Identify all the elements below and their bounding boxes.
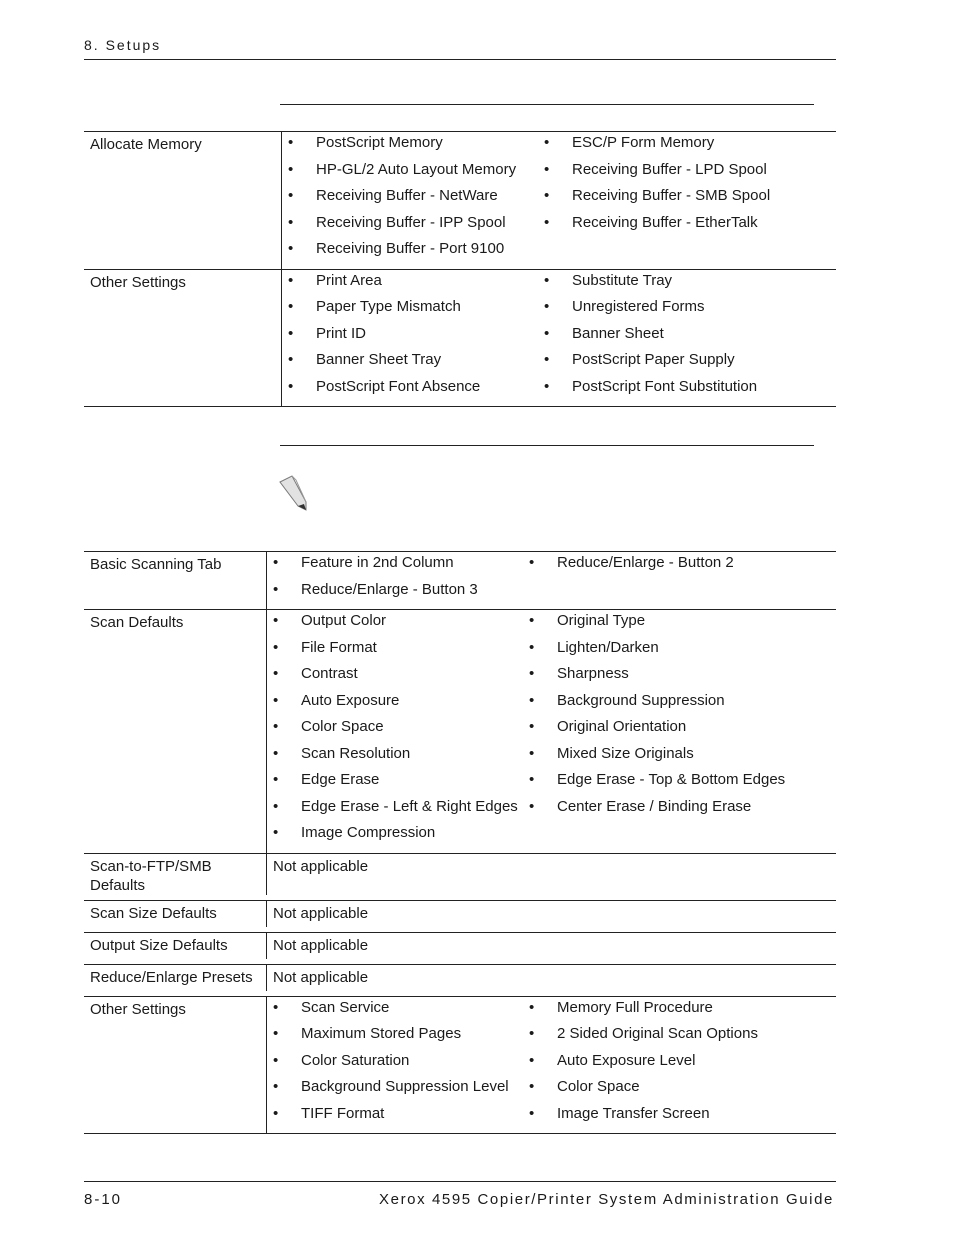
bullet-icon: •	[273, 797, 279, 815]
list-item-label: Color Saturation	[301, 1051, 410, 1069]
bullet-icon: •	[529, 744, 535, 762]
list-item-label: Receiving Buffer - LPD Spool	[572, 160, 767, 178]
bullet-icon: •	[273, 1104, 279, 1122]
list-item	[267, 663, 523, 690]
list-item-label: PostScript Paper Supply	[572, 351, 735, 368]
row-items	[266, 997, 836, 1134]
pencil-note-icon	[276, 474, 310, 514]
list-item	[523, 1076, 803, 1103]
list-item	[282, 132, 538, 159]
list-item-label: Maximum Stored Pages	[301, 1025, 462, 1042]
list-item	[267, 579, 523, 606]
bullet-list	[282, 270, 538, 403]
list-item	[538, 212, 818, 239]
row-label: Output Size Defaults	[90, 936, 228, 954]
row-label: Basic Scanning Tab	[90, 556, 222, 573]
list-item	[267, 716, 523, 743]
bullet-icon: •	[529, 612, 535, 629]
list-item	[267, 769, 523, 796]
list-item-label: Banner Sheet	[572, 324, 664, 342]
header-rule	[84, 59, 836, 60]
table-row	[84, 996, 836, 1134]
footer-rule	[84, 1181, 836, 1182]
bullet-icon: •	[273, 744, 279, 762]
row-label: Reduce/Enlarge Presets	[90, 968, 253, 986]
bullet-icon: •	[288, 134, 294, 151]
list-item-label: Background Suppression Level	[301, 1078, 509, 1095]
bullet-icon: •	[288, 160, 294, 178]
list-item	[267, 637, 523, 664]
list-item	[267, 1076, 523, 1103]
bullet-icon: •	[529, 1104, 535, 1122]
list-item-label: Contrast	[301, 665, 358, 682]
bullet-list	[267, 997, 523, 1130]
list-item-label: PostScript Font Substitution	[572, 377, 758, 395]
bullet-icon: •	[529, 638, 535, 656]
list-item-label: Reduce/Enlarge - Button 3	[301, 580, 478, 598]
list-item	[523, 716, 803, 743]
list-item	[282, 159, 538, 186]
row-label: Scan Size Defaults	[90, 904, 217, 922]
list-item	[282, 270, 538, 297]
page-number: 8-10	[84, 1191, 123, 1208]
list-item-label: Scan Resolution	[301, 744, 411, 762]
table-row	[84, 964, 836, 996]
list-item	[523, 743, 803, 770]
section-rule	[280, 445, 814, 446]
row-value: Not applicable	[273, 968, 369, 986]
list-item	[267, 1050, 523, 1077]
list-item	[538, 185, 818, 212]
bullet-list	[538, 270, 818, 403]
list-item	[282, 323, 538, 350]
list-item-label: Reduce/Enlarge - Button 2	[557, 554, 734, 571]
list-item-label: Receiving Buffer - EtherTalk	[572, 213, 758, 231]
list-item	[282, 376, 538, 403]
list-item	[267, 610, 523, 637]
bullet-icon: •	[529, 554, 535, 571]
bullet-icon: •	[544, 213, 550, 231]
list-item	[282, 212, 538, 239]
list-item-label: Color Space	[557, 1078, 640, 1095]
list-item-label: Auto Exposure Level	[557, 1051, 696, 1069]
list-item-label: Auto Exposure	[301, 691, 400, 709]
bullet-icon: •	[544, 271, 550, 289]
list-item-label: Background Suppression	[557, 691, 725, 709]
list-item-label: Center Erase / Binding Erase	[557, 797, 752, 815]
list-item	[523, 1050, 803, 1077]
list-item	[267, 822, 523, 849]
bullet-list	[267, 610, 523, 849]
list-item	[267, 1103, 523, 1130]
bullet-icon: •	[273, 691, 279, 709]
table-row	[84, 609, 836, 853]
bullet-icon: •	[529, 665, 535, 682]
list-item	[267, 796, 523, 823]
row-label: Scan-to-FTP/SMB Defaults	[90, 857, 212, 894]
list-item	[282, 296, 538, 323]
bullet-icon: •	[273, 580, 279, 598]
list-item-label: Receiving Buffer - SMB Spool	[572, 187, 771, 204]
bullet-icon: •	[544, 351, 550, 368]
list-item	[538, 159, 818, 186]
row-items	[266, 552, 836, 609]
bullet-list	[523, 610, 803, 849]
list-item	[267, 743, 523, 770]
table-row	[84, 551, 836, 609]
guide-title: Xerox 4595 Copier/Printer System Administration Guide	[379, 1191, 834, 1208]
row-label: Allocate Memory	[90, 136, 202, 153]
list-item-label: Original Type	[557, 612, 646, 629]
list-item-label: Feature in 2nd Column	[301, 554, 454, 571]
bullet-list	[523, 997, 803, 1130]
list-item-label: PostScript Font Absence	[316, 377, 481, 395]
list-item-label: Image Compression	[301, 824, 436, 841]
list-item-label: Substitute Tray	[572, 271, 673, 289]
list-item-label: Paper Type Mismatch	[316, 298, 461, 315]
bullet-icon: •	[288, 324, 294, 342]
bullet-icon: •	[529, 1051, 535, 1069]
list-item-label: Mixed Size Originals	[557, 744, 694, 762]
list-item-label: Print Area	[316, 271, 382, 289]
bullet-icon: •	[544, 134, 550, 151]
list-item	[538, 376, 818, 403]
list-item	[282, 349, 538, 376]
row-label: Other Settings	[90, 273, 186, 291]
bullet-list	[267, 552, 523, 605]
list-item-label: Receiving Buffer - Port 9100	[316, 240, 505, 257]
list-item-label: Receiving Buffer - IPP Spool	[316, 213, 506, 231]
list-item-label: Scan Service	[301, 998, 390, 1016]
list-item	[523, 769, 803, 796]
list-item-label: Receiving Buffer - NetWare	[316, 187, 498, 204]
bullet-icon: •	[544, 324, 550, 342]
bullet-icon: •	[273, 1051, 279, 1069]
table-row	[84, 131, 836, 269]
table-row	[84, 269, 836, 407]
list-item	[523, 1023, 803, 1050]
bullet-icon: •	[273, 998, 279, 1016]
list-item	[523, 997, 803, 1024]
bullet-icon: •	[288, 187, 294, 204]
bullet-icon: •	[529, 718, 535, 735]
row-value: Not applicable	[273, 857, 369, 875]
list-item-label: Memory Full Procedure	[557, 998, 713, 1016]
list-item	[282, 238, 538, 265]
table-row	[84, 853, 836, 900]
print-settings-table	[84, 131, 836, 407]
list-item	[523, 637, 803, 664]
list-item-label: ESC/P Form Memory	[572, 134, 715, 151]
list-item	[523, 690, 803, 717]
list-item	[267, 690, 523, 717]
bullet-icon: •	[544, 187, 550, 204]
list-item-label: Image Transfer Screen	[557, 1104, 710, 1122]
list-item-label: 2 Sided Original Scan Options	[557, 1025, 758, 1042]
bullet-icon: •	[288, 213, 294, 231]
row-items	[266, 965, 836, 991]
list-item-label: File Format	[301, 638, 377, 656]
list-item	[523, 1103, 803, 1130]
table-row	[84, 932, 836, 964]
list-item-label: Original Orientation	[557, 718, 687, 735]
list-item-label: Sharpness	[557, 665, 629, 682]
list-item-label: Color Space	[301, 718, 384, 735]
list-item	[267, 552, 523, 579]
row-label: Scan Defaults	[90, 614, 184, 631]
list-item-label: PostScript Memory	[316, 134, 443, 151]
bullet-icon: •	[529, 771, 535, 788]
list-item-label: Edge Erase - Left & Right Edges	[301, 797, 518, 815]
list-item-label: Lighten/Darken	[557, 638, 659, 656]
list-item	[538, 323, 818, 350]
row-items	[266, 933, 836, 959]
bullet-icon: •	[288, 240, 294, 257]
row-items	[266, 610, 836, 853]
row-value: Not applicable	[273, 904, 369, 922]
list-item-label: Banner Sheet Tray	[316, 351, 442, 368]
list-item	[538, 349, 818, 376]
row-value: Not applicable	[273, 936, 369, 954]
bullet-list	[282, 132, 538, 265]
list-item-label: Edge Erase	[301, 771, 380, 788]
row-items	[281, 270, 836, 407]
list-item	[282, 185, 538, 212]
bullet-icon: •	[273, 718, 279, 735]
list-item	[267, 1023, 523, 1050]
row-label: Other Settings	[90, 1000, 186, 1018]
bullet-icon: •	[273, 554, 279, 571]
bullet-icon: •	[273, 1078, 279, 1095]
bullet-icon: •	[273, 638, 279, 656]
list-item	[523, 610, 803, 637]
bullet-icon: •	[544, 160, 550, 178]
bullet-icon: •	[529, 797, 535, 815]
bullet-icon: •	[273, 665, 279, 682]
row-items	[266, 901, 836, 927]
list-item	[538, 270, 818, 297]
table-row	[84, 900, 836, 932]
bullet-icon: •	[273, 612, 279, 629]
bullet-icon: •	[288, 351, 294, 368]
list-item	[538, 132, 818, 159]
list-item	[267, 997, 523, 1024]
scan-settings-table	[84, 551, 836, 1134]
bullet-list	[523, 552, 803, 605]
bullet-icon: •	[273, 771, 279, 788]
bullet-icon: •	[273, 1025, 279, 1042]
list-item	[523, 663, 803, 690]
list-item-label: Print ID	[316, 324, 367, 342]
list-item	[523, 552, 803, 579]
bullet-icon: •	[544, 377, 550, 395]
row-items	[281, 132, 836, 269]
bullet-icon: •	[288, 271, 294, 289]
bullet-icon: •	[529, 998, 535, 1016]
bullet-icon: •	[544, 298, 550, 315]
list-item-label: Output Color	[301, 612, 387, 629]
bullet-icon: •	[288, 298, 294, 315]
list-item-label: Edge Erase - Top & Bottom Edges	[557, 771, 786, 788]
bullet-icon: •	[288, 377, 294, 395]
list-item-label: Unregistered Forms	[572, 298, 705, 315]
bullet-icon: •	[529, 1078, 535, 1095]
list-item-label: HP-GL/2 Auto Layout Memory	[316, 160, 517, 178]
row-items	[266, 854, 836, 895]
list-item	[538, 296, 818, 323]
bullet-icon: •	[529, 691, 535, 709]
bullet-list	[538, 132, 818, 265]
list-item-label: TIFF Format	[301, 1104, 385, 1122]
bullet-icon: •	[273, 824, 279, 841]
bullet-icon: •	[529, 1025, 535, 1042]
list-item	[523, 796, 803, 823]
running-header: 8. Setups	[84, 37, 162, 53]
section-rule	[280, 104, 814, 105]
